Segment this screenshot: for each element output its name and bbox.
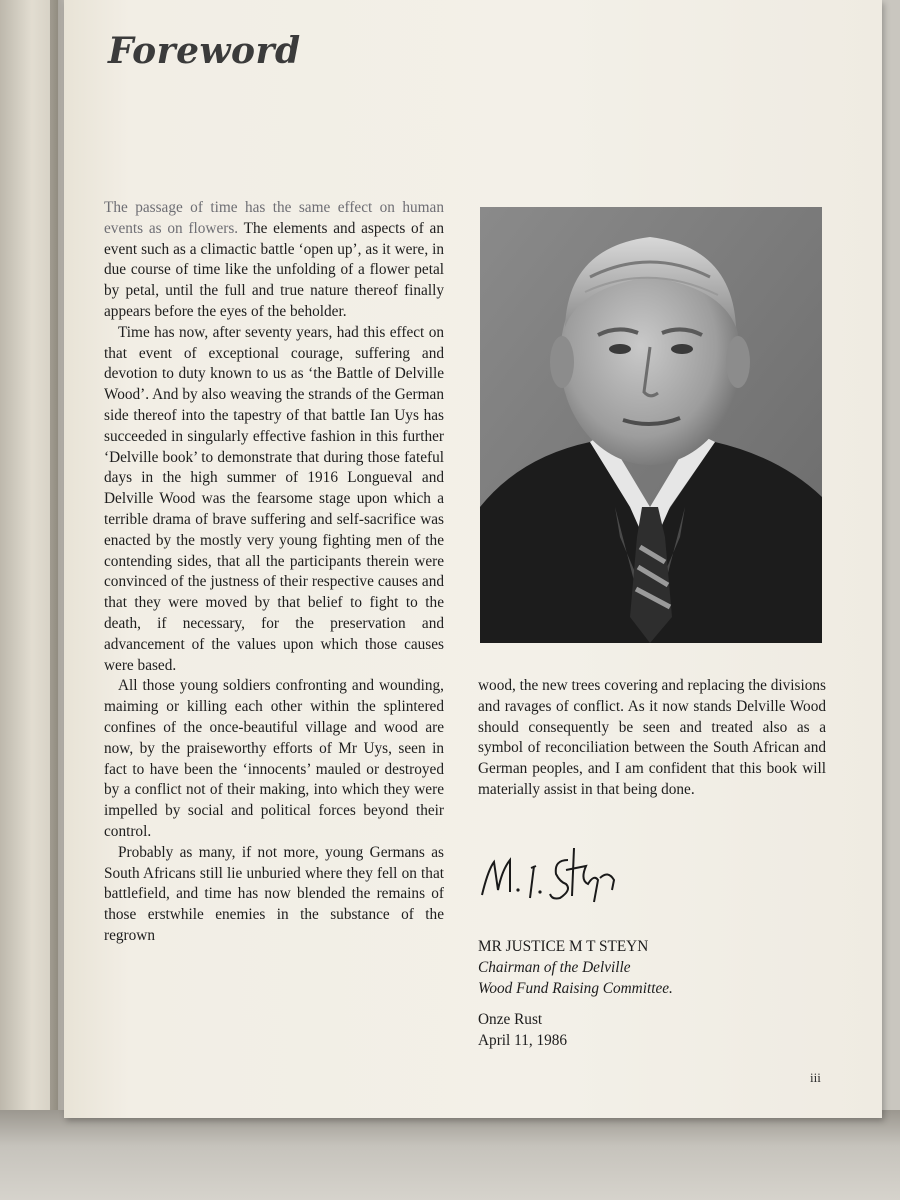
paragraph-3: All those young soldiers confronting and wounding, maiming or killing each other within the splintered confines of the once-beautiful village and wood are now, by the praiseworthy efforts of Mr Uys, seen in fact to have been the ‘innocents’ mauled or destroyed by a conflict not of their making, into which they were impelled by social and political forces beyond their control. (104, 677, 444, 840)
paragraph-1-faded-lead: The passage of time has the same effect on human events as on flowers. (104, 199, 444, 237)
signature-date: April 11, 1986 (478, 1032, 568, 1049)
signature-block (478, 936, 828, 1051)
signature-place: Onze Rust (478, 1011, 543, 1028)
paragraph-5: wood, the new trees covering and replacing the divisions and ravages of conflict. As it now stands Delville Wood should consequently be seen and treated also as a symbol of reconciliation between the South African and German peoples, and I am confident that this book will materially assist in that being done. (478, 677, 826, 798)
paragraph-4: Probably as many, if not more, young Germans as South Africans still lie unburied where they fell on that battlefield, and time has now blended the remains of those erstwhile enemies in the substance of the regrown (104, 843, 444, 944)
paragraph-2: Time has now, after seventy years, had this effect on that event of exceptional courage, suffering and devotion to duty known to us as ‘the Battle of Delville Wood’. And by also weaving the strands of the German side thereof into the tapestry of that battle Ian Uys has succeeded in singularly effective fashion in this further ‘Delville book’ to demonstrate that during those fateful days in the high summer of 1916 Longueval and Delville Wood was the fearsome stage upon which a terrible drama of brave suffering and self-sacrifice was enacted by the mostly very young fighting men of the contending sides, that all the participants therein were convinced of the justness of their respective causes and that they were moved by that belief to fight to the death, if necessary, for the preservation and advancement of the values upon which those causes were based. (104, 323, 444, 674)
signatory-name: MR JUSTICE M T STEYN (478, 938, 649, 955)
handwritten-signature (476, 840, 636, 910)
page-number: iii (810, 1070, 821, 1085)
paragraph-1-text: The elements and aspects of an event such as a climactic battle ‘open up’, as it were, in due course of time like the unfolding of a flower petal by petal, until the full and true nature thereof finally appears before the eyes of the beholder. (104, 219, 444, 320)
page-title: Foreword (108, 30, 301, 72)
paragraph-1 (104, 198, 444, 323)
right-column (478, 676, 826, 801)
portrait-photo (480, 207, 822, 643)
left-column (104, 198, 444, 947)
portrait-image (480, 207, 822, 643)
table-surface (0, 1110, 900, 1200)
signatory-role-line-1: Chairman of the Delville (478, 959, 631, 976)
signatory-role-line-2: Wood Fund Raising Committee. (478, 980, 673, 997)
